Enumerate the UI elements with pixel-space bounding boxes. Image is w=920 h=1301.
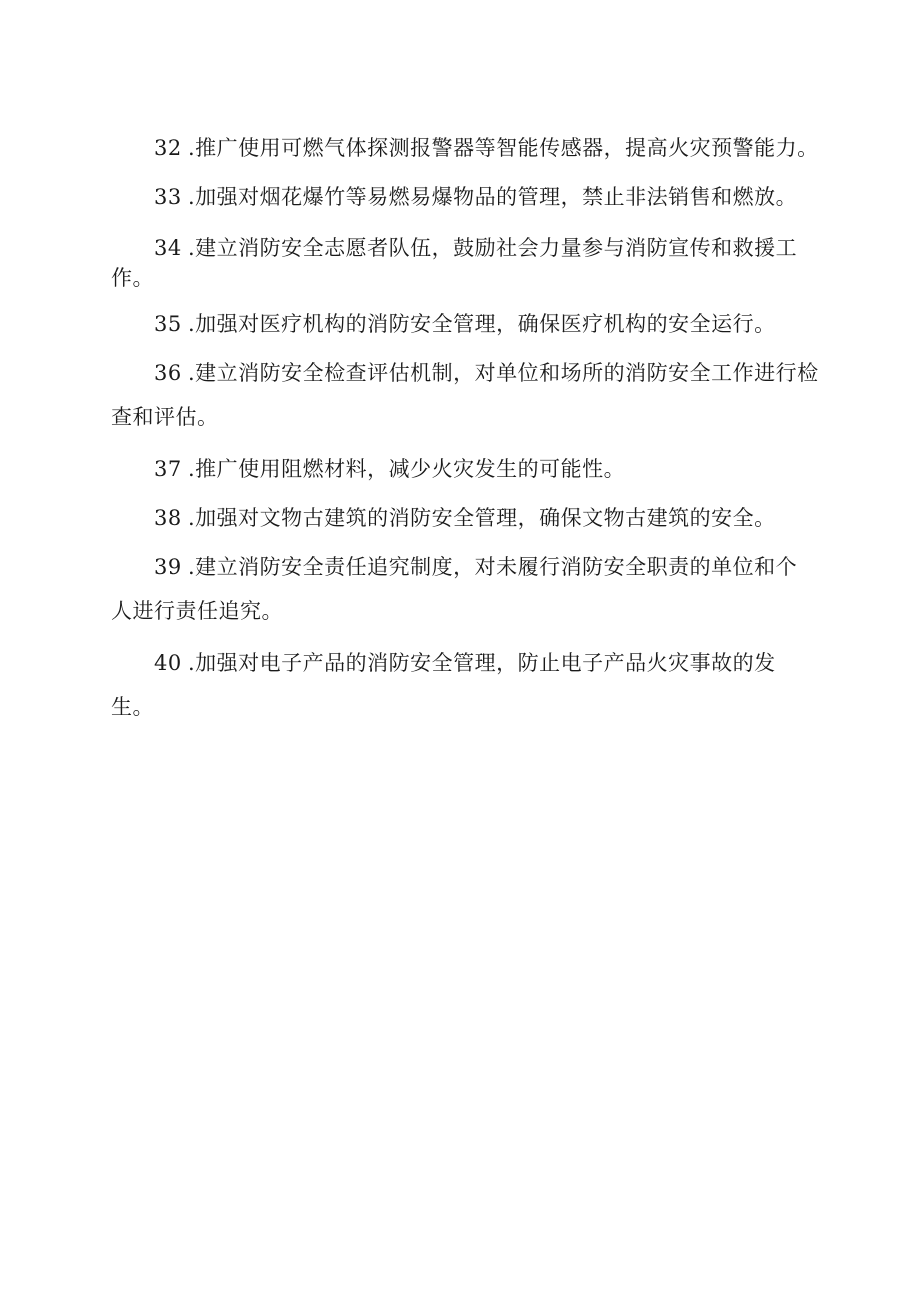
list-item-38 — [111, 504, 831, 532]
item-number: 33 — [154, 185, 182, 209]
item-line — [111, 455, 831, 483]
list-item-40 — [111, 649, 831, 721]
item-line — [111, 234, 831, 262]
item-text: .加强对电子产品的消防安全管理，防止电子产品火灾事故的发 — [188, 651, 776, 675]
item-line — [111, 134, 831, 162]
item-continuation-line: 生。 — [111, 695, 154, 719]
item-number: 34 — [154, 236, 182, 260]
item-continuation-line: 查和评估。 — [111, 405, 219, 429]
item-number: 35 — [154, 312, 182, 336]
item-line — [111, 359, 831, 387]
item-line — [111, 504, 831, 532]
item-number: 39 — [154, 555, 182, 579]
item-line — [111, 553, 831, 581]
item-text: .加强对医疗机构的消防安全管理，确保医疗机构的安全运行。 — [188, 312, 776, 336]
list-item-35 — [111, 310, 831, 338]
item-number: 37 — [154, 457, 182, 481]
item-line — [111, 183, 831, 211]
item-number: 32 — [154, 136, 182, 160]
item-number: 40 — [154, 651, 182, 675]
item-line — [111, 310, 831, 338]
item-text: .建立消防安全检查评估机制，对单位和场所的消防安全工作进行检 — [188, 361, 819, 385]
list-item-39 — [111, 553, 831, 625]
list-item-32 — [111, 134, 831, 162]
item-text: .建立消防安全责任追究制度，对未履行消防安全职责的单位和个 — [188, 555, 798, 579]
item-text: .加强对烟花爆竹等易燃易爆物品的管理，禁止非法销售和燃放。 — [188, 185, 798, 209]
item-continuation-line: 作。 — [111, 266, 154, 290]
item-number: 36 — [154, 361, 182, 385]
item-text: .推广使用可燃气体探测报警器等智能传感器，提高火灾预警能力。 — [188, 136, 819, 160]
item-line — [111, 649, 831, 677]
item-text: .建立消防安全志愿者队伍，鼓励社会力量参与消防宣传和救援工 — [188, 236, 798, 260]
item-continuation-line: 人进行责任追究。 — [111, 599, 283, 623]
list-item-33 — [111, 183, 831, 211]
item-text: .推广使用阻燃材料，减少火灾发生的可能性。 — [188, 457, 626, 481]
item-number: 38 — [154, 506, 182, 530]
item-text: .加强对文物古建筑的消防安全管理，确保文物古建筑的安全。 — [188, 506, 776, 530]
list-item-37 — [111, 455, 831, 483]
list-item-34 — [111, 234, 831, 292]
list-item-36 — [111, 359, 831, 431]
